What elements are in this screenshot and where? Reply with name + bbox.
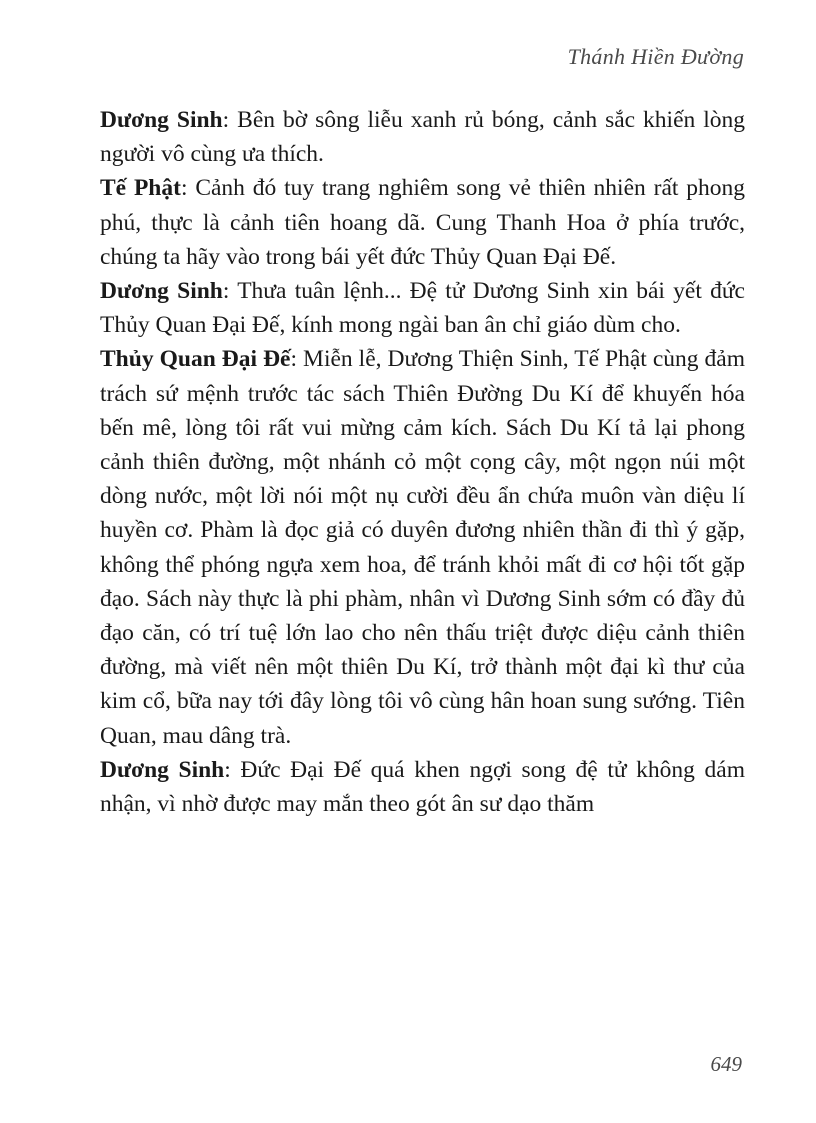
dialogue-paragraph bbox=[100, 103, 745, 171]
speaker-name: Dương Sinh bbox=[100, 278, 223, 305]
page-body bbox=[100, 103, 745, 821]
speaker-separator: : bbox=[224, 756, 241, 783]
running-header: Thánh Hiền Đường bbox=[567, 44, 744, 69]
page-number: 649 bbox=[710, 1052, 742, 1076]
speaker-separator: : bbox=[290, 346, 304, 373]
dialogue-text: Đức Đại Đế quá khen ngợi song đệ tử không dám nhận, vì nhờ được may mắn theo gót ân sư dạo thăm bbox=[100, 756, 745, 818]
dialogue-paragraph bbox=[100, 753, 745, 821]
dialogue-text: Thưa tuân lệnh... Đệ tử Dương Sinh xin bái yết đức Thủy Quan Đại Đế, kính mong ngài ban ân chỉ giáo dùm cho. bbox=[100, 278, 745, 339]
speaker-separator: : bbox=[180, 175, 196, 202]
speaker-name: Thủy Quan Đại Đế bbox=[100, 346, 291, 373]
speaker-separator: : bbox=[222, 107, 238, 133]
speaker-name: Dương Sinh bbox=[100, 756, 225, 783]
dialogue-text: Cảnh đó tuy trang nghiêm song vẻ thiên nhiên rất phong phú, thực là cảnh tiên hoang dã. Cung Thanh Hoa ở phía trước, chúng ta hãy vào trong bái yết đức Thủy Quan Đại Đế. bbox=[100, 175, 745, 270]
speaker-name: Tế Phật bbox=[100, 175, 181, 202]
dialogue-paragraph bbox=[100, 274, 745, 342]
dialogue-paragraph bbox=[100, 342, 745, 752]
dialogue-text: Miễn lễ, Dương Thiện Sinh, Tế Phật cùng đảm trách sứ mệnh trước tác sách Thiên Đường Du Kí để khuyến hóa bến mê, lòng tôi rất vui mừng cảm kích. Sách Du Kí tả lại phong cảnh thiên đường, một nhánh cỏ một cọng cây, một ngọn núi một dòng nước, một lời nói một nụ cười đều ẩn chứa muôn vàn diệu lí huyền cơ. Phàm là đọc giả có duyên đương nhiên thần đi thì ý gặp, không thể phóng ngựa xem hoa, để tránh khỏi mất đi cơ hội tốt gặp đạo. Sách này thực là phi phàm, nhân vì Dương Sinh sớm có đầy đủ đạo căn, có trí tuệ lớn lao cho nên thấu triệt được diệu cảnh thiên đường, mà viết nên một thiên Du Kí, trở thành một đại kì thư của kim cổ, bữa nay tới đây lòng tôi vô cùng hân hoan sung sướng. Tiên Quan, mau dâng trà. bbox=[100, 346, 746, 749]
speaker-name: Dương Sinh bbox=[100, 107, 223, 133]
dialogue-paragraph bbox=[100, 171, 745, 274]
dialogue-text: Bên bờ sông liễu xanh rủ bóng, cảnh sắc khiến lòng người vô cùng ưa thích. bbox=[100, 107, 746, 168]
speaker-separator: : bbox=[222, 278, 238, 305]
